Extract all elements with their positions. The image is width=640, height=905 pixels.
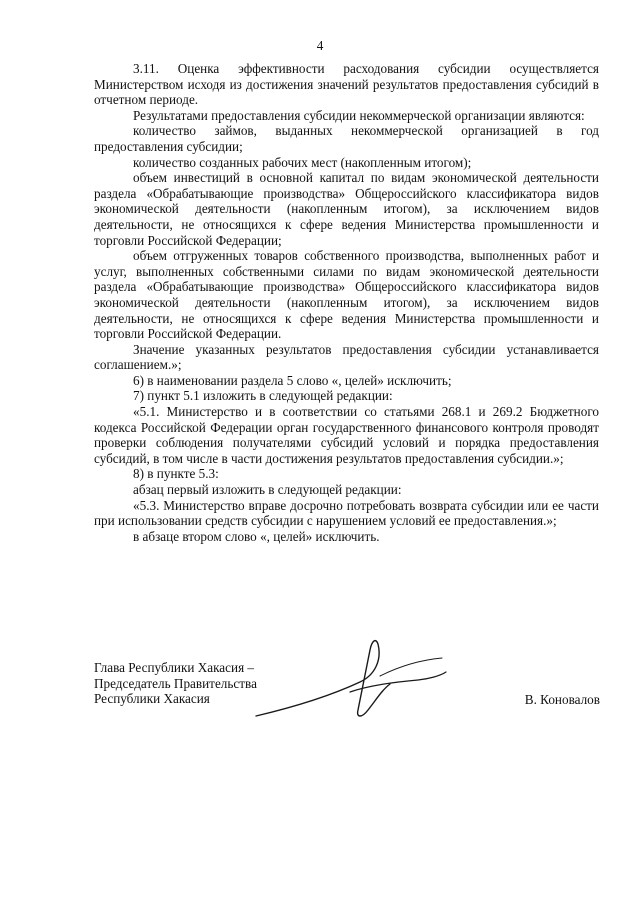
- paragraph-first-abzac: абзац первый изложить в следующей редакции:: [133, 482, 402, 498]
- paragraph-3-11: 3.11. Оценка эффективности расходования субсидии осуществляется Министерством исходя из достижения значений результатов предоставления субсидий в отчетном периоде.: [94, 61, 599, 108]
- handwritten-signature: [250, 630, 450, 725]
- paragraph-5-3: «5.3. Министерство вправе досрочно потребовать возврата субсидии или ее части при использовании средств субсидии с нарушением условий ее предоставления.»;: [94, 497, 599, 529]
- signatory-title-line-2: Председатель Правительства: [94, 675, 257, 691]
- paragraph-5-1: «5.1. Министерство и в соответствии со статьями 268.1 и 269.2 Бюджетного кодекса Российской Федерации орган государственного финансового контроля проводят проверки соблюдения получателями субсидий условий и порядка предоставления субсидий, в том числе в части достижения результатов предоставления субсидии.»;: [94, 404, 599, 466]
- signature-stroke-flourish: [380, 658, 442, 676]
- signatory-title-line-3: Республики Хакасия: [94, 691, 210, 707]
- paragraph-shipped-goods: объем отгруженных товаров собственного производства, выполненных работ и услуг, выполненных собственными силами по видам экономической деятельности раздела «Обрабатывающие производства» Общероссийского классификатора видов экономической деятельности (накопленным итогом), за исключением видов деятельности, не относящихся к сфере ведения Министерства промышленности и торговли Российской Федерации.: [94, 248, 599, 342]
- signatory-name: В. Коновалов: [524, 692, 600, 707]
- paragraph-results-value: Значение указанных результатов предоставления субсидии устанавливается соглашением.»;: [94, 341, 599, 373]
- paragraph-results-intro: Результатами предоставления субсидии некоммерческой организации являются:: [133, 107, 585, 123]
- signatory-title-line-1: Глава Республики Хакасия –: [94, 660, 255, 675]
- paragraph-item-8: 8) в пункте 5.3:: [133, 466, 219, 482]
- paragraph-loans-count: количество займов, выданных некоммерческой организацией в год предоставления субсидии;: [94, 123, 599, 154]
- signature-stroke-main: [256, 641, 390, 716]
- document-body: [94, 61, 599, 544]
- page-number: 4: [316, 38, 324, 53]
- paragraph-jobs-count: количество созданных рабочих мест (накопленным итогом);: [133, 154, 472, 170]
- signature-title-block: [94, 660, 257, 707]
- paragraph-item-7: 7) пункт 5.1 изложить в следующей редакции:: [133, 388, 393, 404]
- paragraph-investment-volume: объем инвестиций в основной капитал по видам экономической деятельности раздела «Обрабатывающие производства» Общероссийского классификатора видов экономической деятельности (накопленным итогом), за исключением видов деятельности, не относящихся к сфере ведения Министерства промышленности и торговли Российской Федерации;: [94, 170, 599, 248]
- paragraph-second-abzac: в абзаце втором слово «, целей» исключить.: [133, 528, 380, 544]
- paragraph-item-6: 6) в наименовании раздела 5 слово «, целей» исключить;: [133, 372, 452, 388]
